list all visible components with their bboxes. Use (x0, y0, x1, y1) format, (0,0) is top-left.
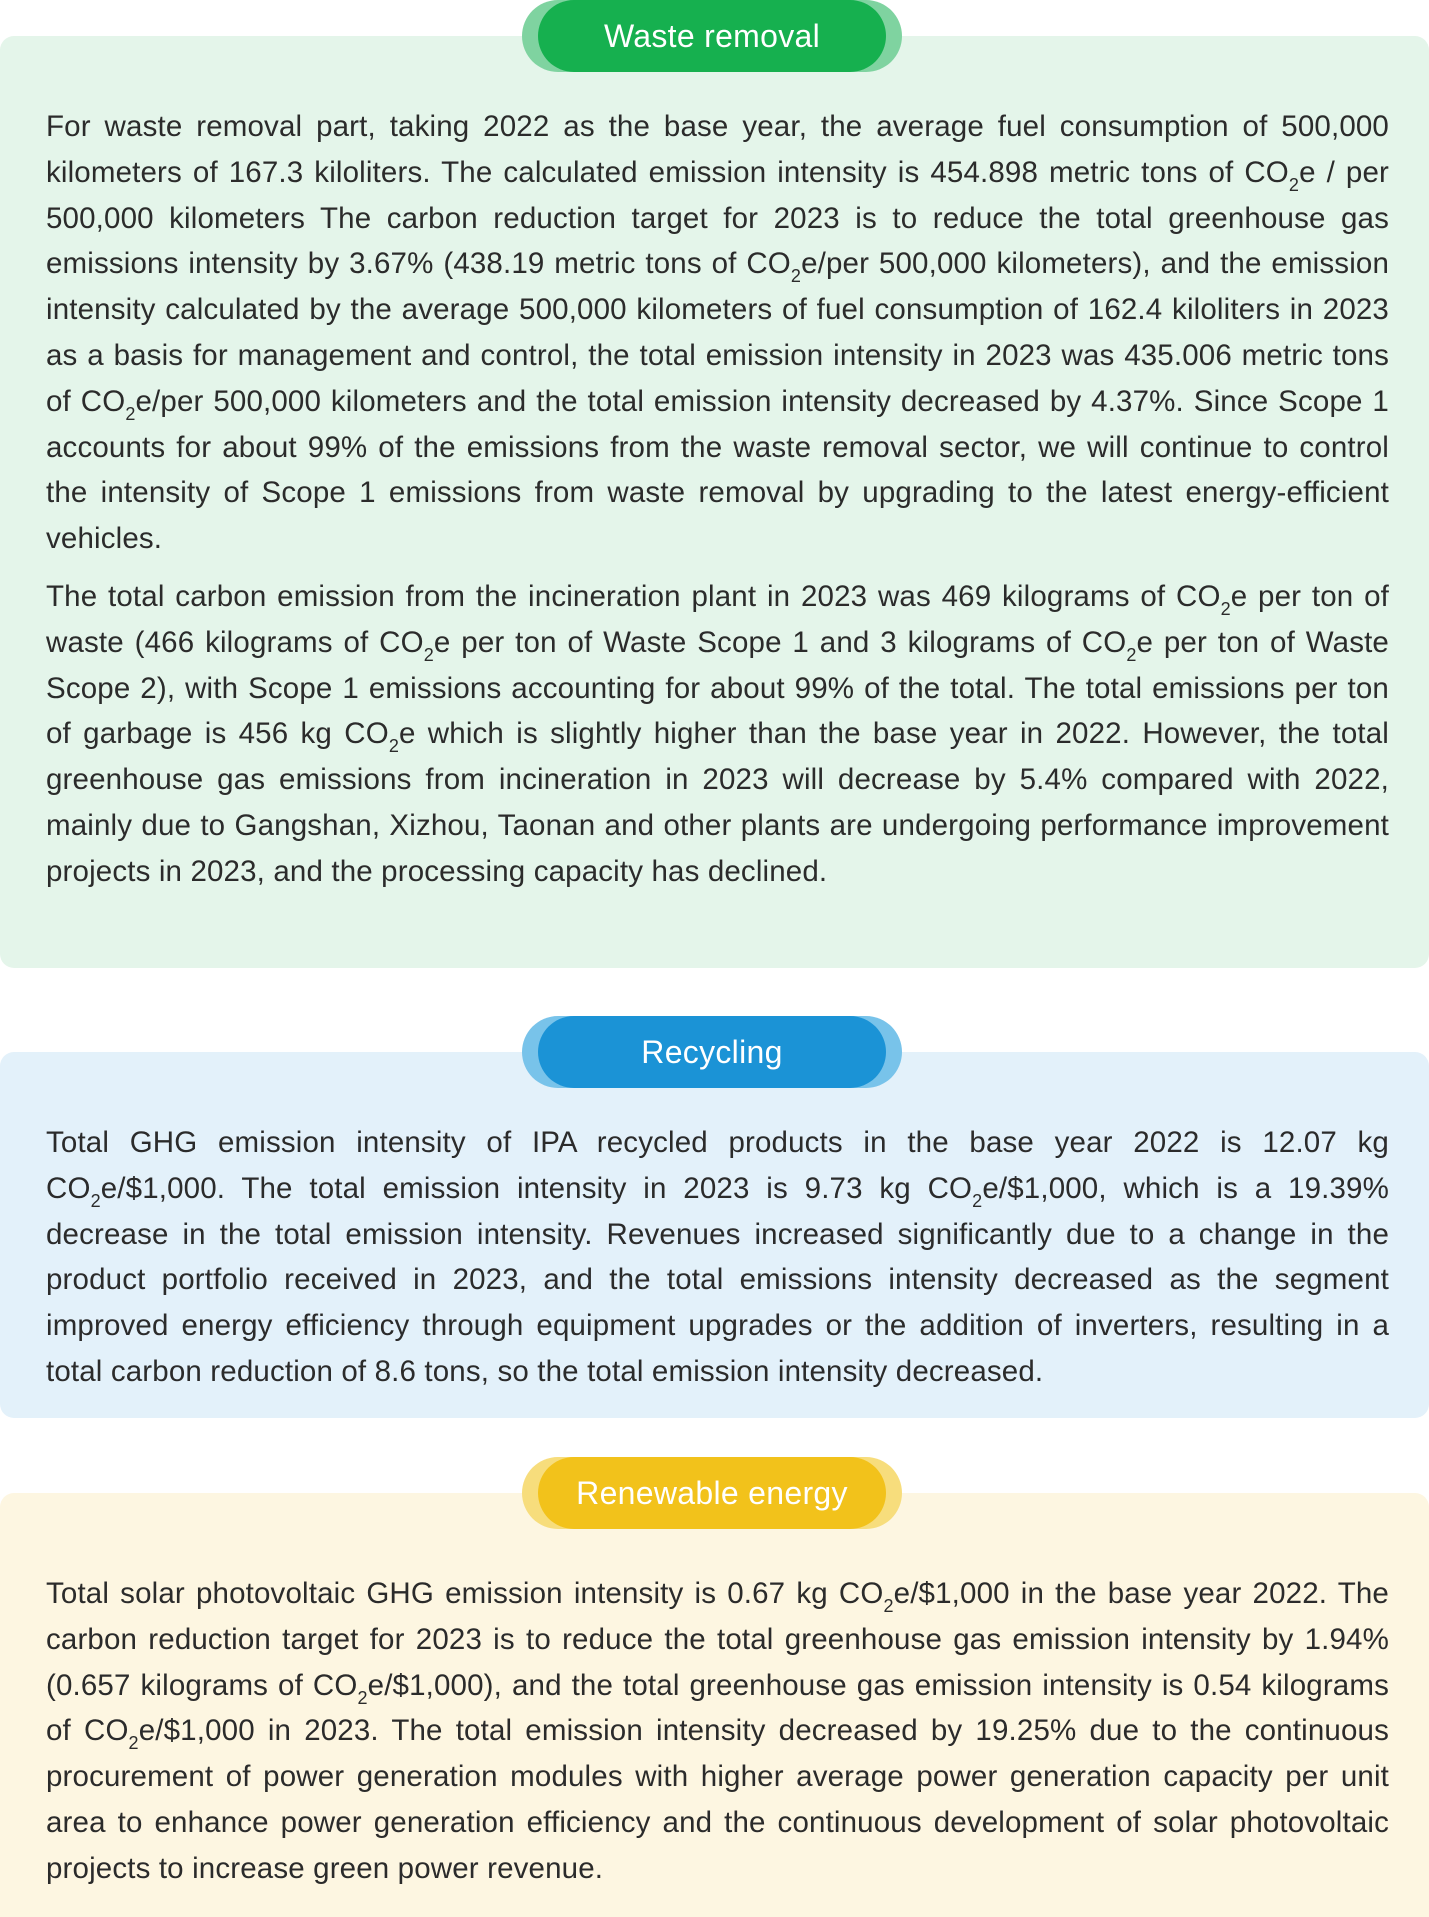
waste-removal-heading-pill (522, 0, 902, 72)
renewable-energy-paragraph-1: Total solar photovoltaic GHG emission intensity is 0.67 kg $CO_2e/\$1,000$ in the base year 2022. The carbon reduction target for 2023 is to reduce the total greenhouse gas emission intensity by 1.94% (0.657 kilograms of $CO_2e/\$1,000$), and the total greenhouse gas emission intensity is 0.54 kilograms of $CO_2e/\$1,000$ in 2023. The total emission intensity decreased by 19.25% due to the continuous procurement of power generation modules with higher average power generation capacity per unit area to enhance power generation efficiency and the continuous development of solar photovoltaic projects to increase green power revenue. (46, 1577, 1389, 1885)
waste-removal-paragraph-1: For waste removal part, taking 2022 as the base year, the average fuel consumption of 500,000 kilometers of 167.3 kiloliters. The calculated emission intensity is 454.898 metric tons of $CO_2e$ / per 500,000 kilometers The carbon reduction target for 2023 is to reduce the total greenhouse gas emissions intensity by 3.67% (438.19 metric tons of $CO_2e$/per 500,000 kilometers), and the emission intensity calculated by the average 500,000 kilometers of fuel consumption of 162.4 kiloliters in 2023 as a basis for management and control, the total emission intensity in 2023 was 435.006 metric tons of $CO_2e$/per 500,000 kilometers and the total emission intensity decreased by 4.37%. Since Scope 1 accounts for about 99% of the emissions from the waste removal sector, we will continue to control the intensity of Scope 1 emissions from waste removal by upgrading to the latest energy-efficient vehicles. (46, 110, 1390, 556)
recycling-heading-pill (522, 1016, 902, 1088)
recycling-section (0, 1052, 1429, 1418)
recycling-heading: Recycling (538, 1016, 886, 1088)
waste-removal-heading: Waste removal (538, 0, 886, 72)
renewable-energy-heading: Renewable energy (538, 1457, 886, 1529)
recycling-paragraph-1: Total GHG emission intensity of IPA recycled products in the base year 2022 is 12.07 kg $CO_2e/\$1,000$. The total emission intensity in 2023 is 9.73 kg $CO_2e/\$1,000$, which is a 19.39% decrease in the total emission intensity. Revenues increased significantly due to a change in the product portfolio received in 2023, and the total emissions intensity decreased as the segment improved energy efficiency through equipment upgrades or the addition of inverters, resulting in a total carbon reduction of 8.6 tons, so the total emission intensity decreased. (46, 1126, 1389, 1388)
renewable-energy-heading-pill (522, 1457, 902, 1529)
renewable-energy-section (0, 1493, 1429, 1917)
waste-removal-paragraph-2: The total carbon emission from the incineration plant in 2023 was 469 kilograms of $CO_2e$ per ton of waste (466 kilograms of $CO_2e$ per ton of Waste Scope 1 and 3 kilograms of $CO_2e$ per ton of Waste Scope 2), with Scope 1 emissions accounting for about 99% of the total. The total emissions per ton of garbage is 456 kg $CO_2e$ which is slightly higher than the base year in 2022. However, the total greenhouse gas emissions from incineration in 2023 will decrease by 5.4% compared with 2022, mainly due to Gangshan, Xizhou, Taonan and other plants are undergoing performance improvement projects in 2023, and the processing capacity has declined. (46, 579, 1389, 888)
waste-removal-section (0, 36, 1429, 968)
